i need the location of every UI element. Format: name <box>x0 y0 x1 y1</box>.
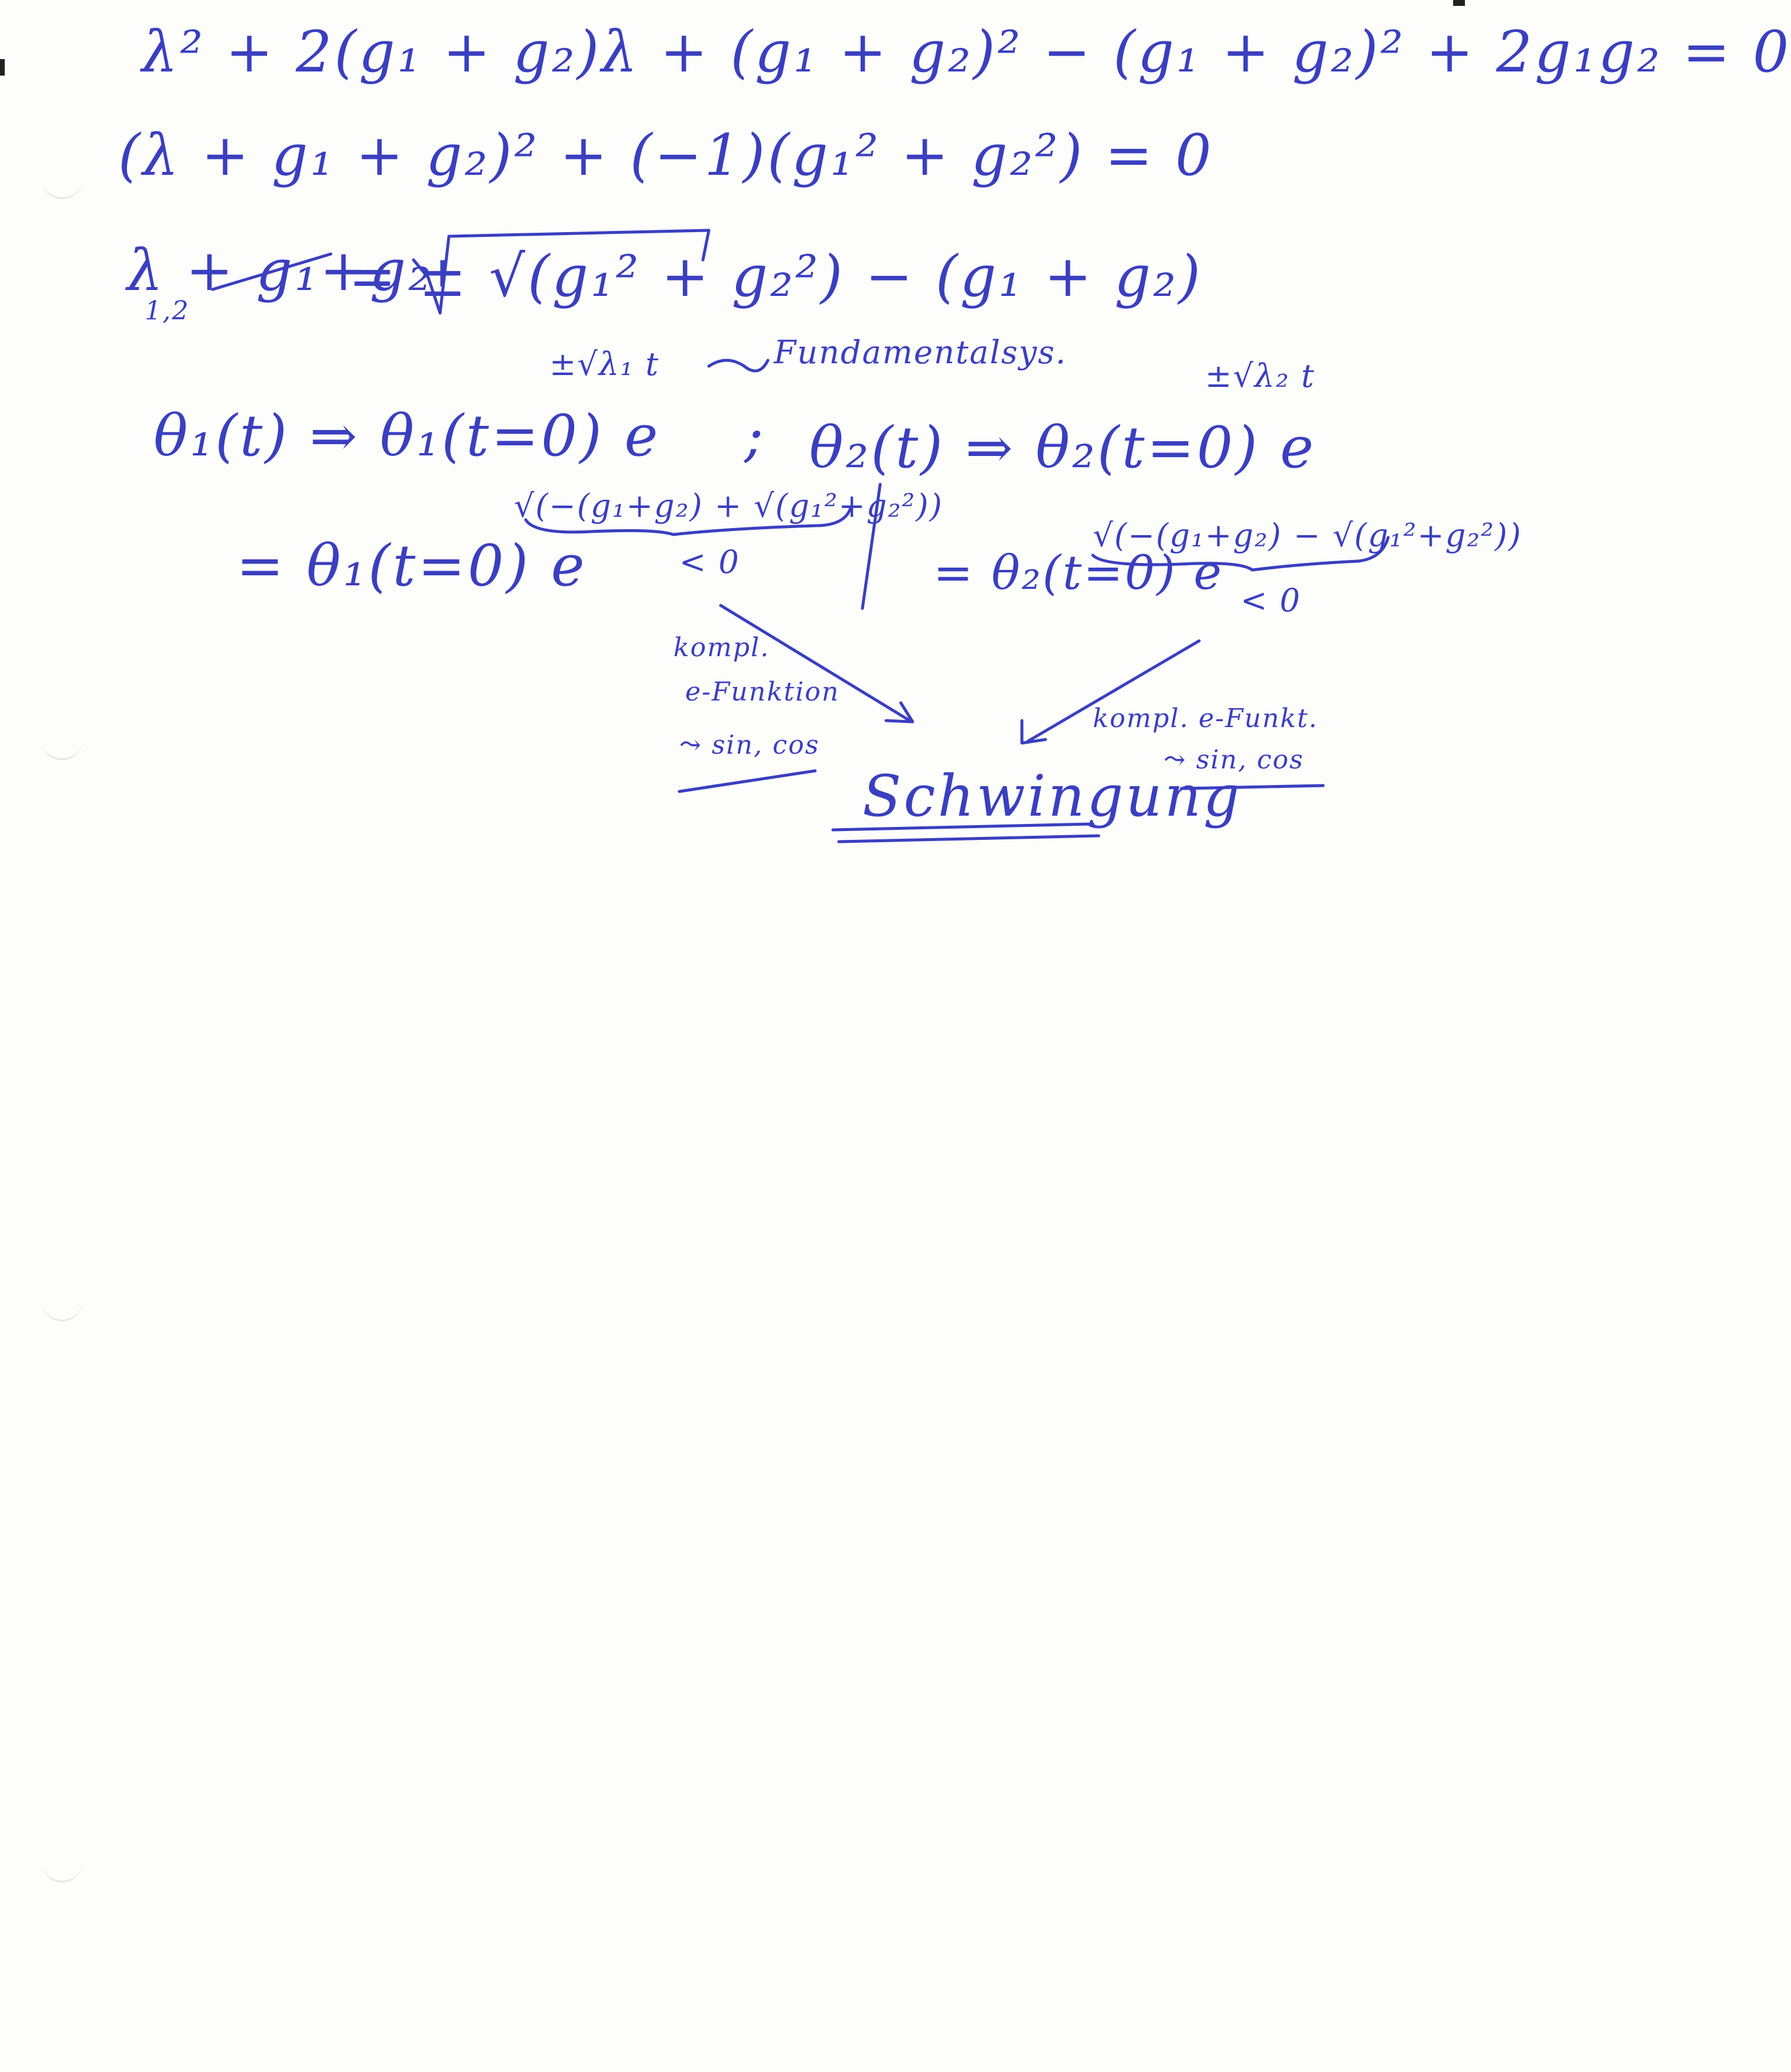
theta1-definition: θ₁(t) ⇒ θ₁(t=0) e <box>154 403 660 469</box>
theta1-exponent: ±√λ₁ t <box>549 346 660 383</box>
equation-line-3-subscript: 1,2 <box>145 296 190 326</box>
left-note-sin-cos: ⤳ sin, cos <box>679 730 820 760</box>
separator: ; <box>744 403 766 469</box>
right-note-complex-e-function: kompl. e-Funkt. <box>1093 703 1318 734</box>
equation-line-1: λ² + 2(g₁ + g₂)λ + (g₁ + g₂)² − (g₁ + g₂)² + 2g₁g₂ = 0 <box>142 19 1791 85</box>
divider-stroke <box>862 484 880 608</box>
theta1-solution-less-than-zero: < 0 <box>679 543 740 581</box>
left-note-underline <box>679 771 815 791</box>
fundamental-arrow <box>709 360 768 371</box>
theta2-solution-less-than-zero: < 0 <box>1240 582 1301 619</box>
theta1-solution-exponent: √(−(g₁+g₂) + √(g₁²+g₂²)) <box>514 487 943 524</box>
theta1-solution: = θ₁(t=0) e <box>236 533 587 599</box>
equation-line-2: (λ + g₁ + g₂)² + (−1)(g₁² + g₂²) = 0 <box>118 122 1214 188</box>
right-arrow-stroke <box>1028 641 1199 741</box>
left-arrow-stroke <box>721 605 910 721</box>
left-note-e-function: e-Funktion <box>685 677 840 707</box>
result-oscillation: Schwingung <box>862 763 1242 829</box>
theta2-solution: = θ₂(t=0) e <box>933 545 1223 600</box>
theta2-definition: θ₂(t) ⇒ θ₂(t=0) e <box>809 415 1316 481</box>
theta2-exponent: ±√λ₂ t <box>1205 357 1315 395</box>
equation-line-3-lhs: λ + g₁+g₂ <box>127 237 434 304</box>
strikethrough-stroke <box>213 254 331 289</box>
left-note-complex: kompl. <box>673 633 770 663</box>
right-note-underline <box>1181 786 1323 789</box>
theta2-brace <box>1093 537 1388 570</box>
result-underline-1 <box>833 824 1093 830</box>
equation-line-3-rhs: = ± √(g₁² + g₂²) − (g₁ + g₂) <box>349 243 1203 310</box>
theta1-brace <box>526 508 851 535</box>
right-note-sin-cos: ⤳ sin, cos <box>1164 745 1304 775</box>
fundamental-system-label: Fundamentalsys. <box>774 334 1067 371</box>
radical-stroke <box>413 230 709 313</box>
result-underline-2 <box>839 836 1099 842</box>
theta2-solution-exponent: √(−(g₁+g₂) − √(g₁²+g₂²)) <box>1093 517 1522 554</box>
